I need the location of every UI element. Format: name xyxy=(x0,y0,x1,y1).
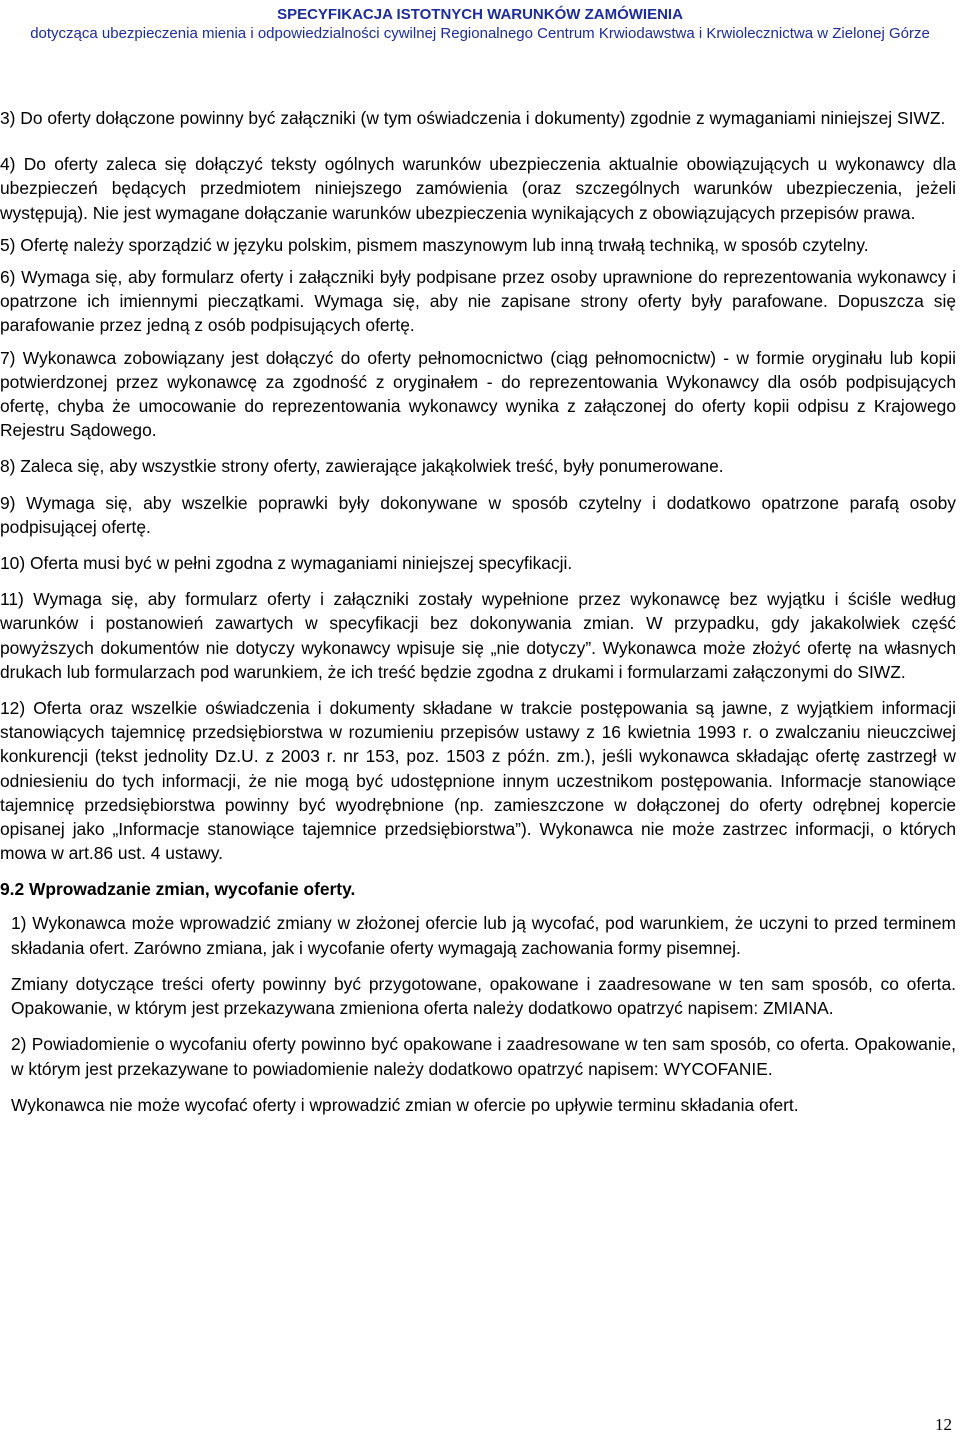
section-heading: 9.2 Wprowadzanie zmian, wycofanie oferty. xyxy=(0,879,356,900)
paragraph-4: 4) Do oferty zaleca się dołączyć teksty ogólnych warunków ubezpieczenia aktualnie obowiązujących u wykonawcy dla ubezpieczeń będących przedmiotem niniejszego zamówienia (oraz szczególnych warunków ubezpieczenia, jeżeli występują). Nie jest wymagane dołączanie warunków ubezpieczenia wynikających z obowiązujących przepisów prawa. xyxy=(0,154,956,223)
paragraph-gap xyxy=(0,225,956,233)
section-item-1: 1) Wykonawca może wprowadzić zmiany w złożonej ofercie lub ją wycofać, pod warunkiem, że uczyni to przed terminem składania ofert. Zarówno zmiana, jak i wycofanie oferty wymagają zachowania formy pisemnej. xyxy=(11,913,956,958)
section-item-1-note: Zmiany dotyczące treści oferty powinny być przygotowane, opakowane i zaadresowane w ten sam sposób, co oferta. Opakowanie, w którym jest przekazywana zmieniona oferta należy dodatkowo opatrzyć napisem: ZMIANA. xyxy=(11,973,956,1019)
paragraph-3: 3) Do oferty dołączone powinny być załączniki (w tym oświadczenia i dokumenty) zgodnie z wymaganiami niniejszej SIWZ. xyxy=(0,108,946,128)
document-subtitle: dotycząca ubezpieczenia mienia i odpowiedzialności cywilnej Regionalnego Centrum Krwiodawstwa i Krwiolecznictwa w Zielonej Górze xyxy=(30,25,930,42)
paragraph-10: 10) Oferta musi być w pełni zgodna z wymaganiami niniejszej specyfikacji. xyxy=(0,553,573,574)
document-header xyxy=(0,0,960,43)
paragraph-8: 8) Zaleca się, aby wszystkie strony oferty, zawierające jakąkolwiek treść, były ponumerowane. xyxy=(0,456,724,477)
page-number: 12 xyxy=(935,1415,952,1434)
paragraph-7: 7) Wykonawca zobowiązany jest dołączyć do oferty pełnomocnictwo (ciąg pełnomocnictw) - w formie oryginału lub kopii potwierdzonej przez wykonawcę za zgodność z oryginałem - do reprezentowania Wykonawcy dla osób podpisujących ofertę, chyba że umocowanie do reprezentowania wykonawcy wynika z załączonej do oferty kopii odpisu z Krajowego Rejestru Sądowego. xyxy=(0,347,956,441)
paragraph-12: 12) Oferta oraz wszelkie oświadczenia i dokumenty składane w trakcie postępowania są jawne, z wyjątkiem informacji stanowiących tajemnicę przedsiębiorstwa w rozumieniu przepisów ustawy z 16 kwietnia 1993 r. o zwalczaniu nieuczciwej konkurencji (tekst jednolity Dz.U. z 2003 r. nr 153, poz. 1503 z późn. zm.), jeśli wykonawca składając ofertę zastrzegł w odniesieniu do tych informacji, że nie mogą być udostępnione innym uczestnikom postępowania. Informacje stanowiące tajemnicę przedsiębiorstwa powinny być wyodrębnione (np. zamieszczone w dołączonej do oferty odrębnej kopercie opisanej jako „Informacje stanowiące tajemnice przedsiębiorstwa”). Wykonawca nie może zastrzec informacji, o których mowa w art.86 ust. 4 ustawy. xyxy=(0,698,956,864)
paragraph-gap xyxy=(0,130,956,152)
section-item-2: 2) Powiadomienie o wycofaniu oferty powinno być opakowane i zaadresowane w ten sam sposób, co oferta. Opakowanie, w którym jest przekazywane to powiadomienie należy dodatkowo opatrzyć napisem: WYCOFANIE. xyxy=(11,1034,956,1079)
paragraph-5: 5) Ofertę należy sporządzić w języku polskim, pismem maszynowym lub inną trwałą techniką, w sposób czytelny. xyxy=(0,234,869,255)
paragraph-11: 11) Wymaga się, aby formularz oferty i załączniki zostały wypełnione przez wykonawcę bez wyjątku i ściśle według warunków i postanowień zawartych w specyfikacji bez dokonywania zmian. W przypadku, gdy jakakolwiek część powyższych dokumentów nie dotyczy wykonawcy wpisuje się „nie dotyczy”. Wykonawca może złożyć ofertę na własnych drukach lub formularzach pod warunkiem, że ich treść będzie zgodna z drukami i formularzami załączonymi do SIWZ. xyxy=(0,589,956,682)
document-body xyxy=(0,106,956,1129)
section-closing-note: Wykonawca nie może wycofać oferty i wprowadzić zmian w ofercie po upływie terminu składania ofert. xyxy=(11,1094,799,1115)
paragraph-6: 6) Wymaga się, aby formularz oferty i załączniki były podpisane przez osoby uprawnione do reprezentowania wykonawcy i opatrzone ich imiennymi pieczątkami. Wymaga się, aby nie zapisane strony oferty były parafowane. Dopuszcza się parafowanie przez jedną z osób podpisujących ofertę. xyxy=(0,267,956,336)
paragraph-9: 9) Wymaga się, aby wszelkie poprawki były dokonywane w sposób czytelny i dodatkowo opatrzone parafą osoby podpisującej ofertę. xyxy=(0,492,956,537)
document-title: SPECYFIKACJA ISTOTNYCH WARUNKÓW ZAMÓWIENIA xyxy=(277,6,683,23)
